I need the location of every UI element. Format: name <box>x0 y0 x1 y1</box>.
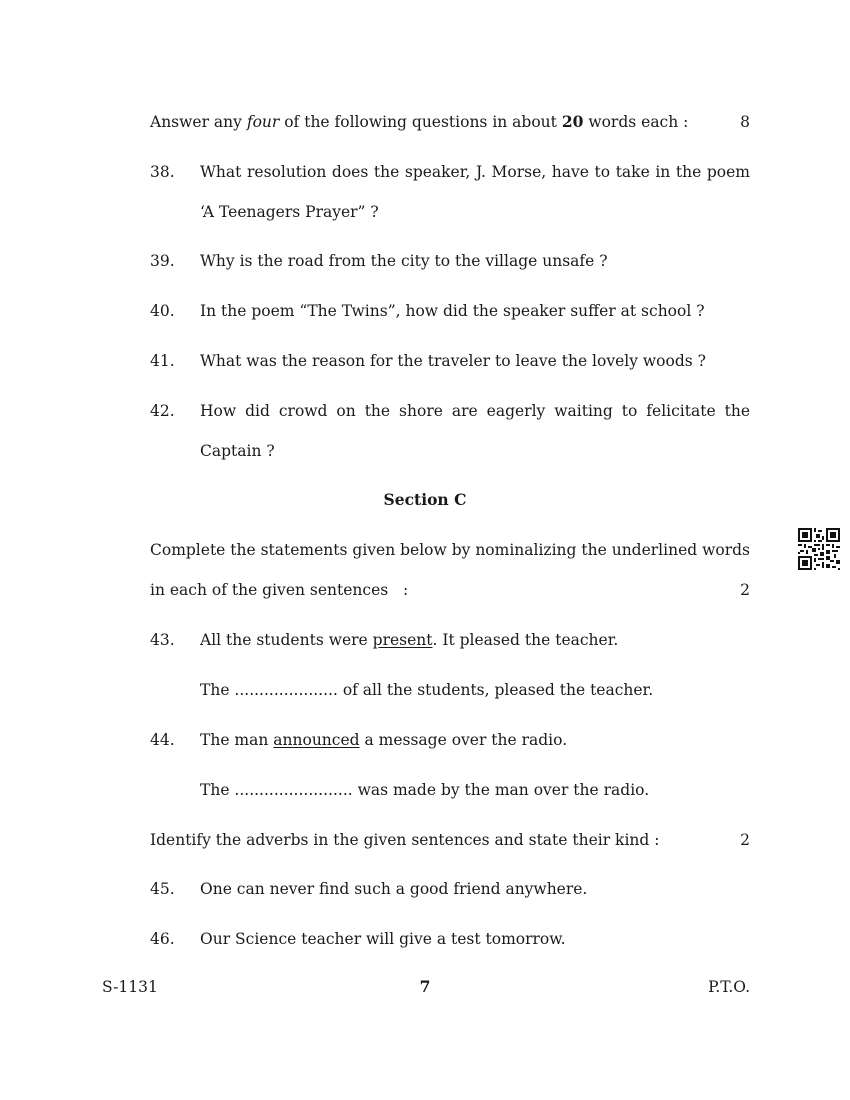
adverb-instruction: Identify the adverbs in the given sentences and state their kind : <box>150 831 660 849</box>
underlined-word: announced <box>273 731 360 749</box>
nominalization-marks: 2 <box>740 581 750 599</box>
question-number: 42. <box>150 402 175 420</box>
answer-blank-sentence: The ..................... of all the students, pleased the teacher. <box>200 681 654 699</box>
question-text: What was the reason for the traveler to leave the lovely woods ? <box>200 352 706 370</box>
question-number: 39. <box>150 252 175 270</box>
nominalization-instruction: Complete the statements given below by nominalizing the underlined words <box>150 541 750 559</box>
question-number: 41. <box>150 352 175 370</box>
question-text-continued: ‘A Teenagers Prayer” ? <box>200 203 379 221</box>
section-b-instruction: Answer any four of the following questions in about 20 words each : <box>150 112 689 131</box>
question-text: How did crowd on the shore are eagerly waiting to felicitate the <box>200 402 750 420</box>
question-text: All the students were present. It pleased the teacher. <box>200 631 619 649</box>
section-c-heading: Section C <box>383 490 467 509</box>
question-number: 43. <box>150 631 175 649</box>
question-text: The man announced a message over the radio. <box>200 731 568 749</box>
question-number: 46. <box>150 930 175 948</box>
qr-code-icon <box>798 528 840 570</box>
question-text: Our Science teacher will give a test tomorrow. <box>200 930 566 948</box>
answer-blank-sentence: The ........................ was made by the man over the radio. <box>200 781 650 799</box>
page-number: 7 <box>419 977 431 996</box>
question-number: 38. <box>150 163 175 181</box>
question-text: Why is the road from the city to the village unsafe ? <box>200 252 608 270</box>
nominalization-instruction-continued: in each of the given sentences : <box>150 581 409 599</box>
underlined-word: present <box>372 631 433 649</box>
section-b-marks: 8 <box>740 113 750 131</box>
question-number: 40. <box>150 302 175 320</box>
adverb-marks: 2 <box>740 831 750 849</box>
please-turn-over: P.T.O. <box>708 978 750 996</box>
question-number: 44. <box>150 731 175 749</box>
question-number: 45. <box>150 880 175 898</box>
question-text: One can never find such a good friend anywhere. <box>200 880 588 898</box>
paper-code: S-1131 <box>102 978 158 996</box>
question-text-continued: Captain ? <box>200 442 275 460</box>
question-text: In the poem “The Twins”, how did the speaker suffer at school ? <box>200 302 705 320</box>
question-text: What resolution does the speaker, J. Morse, have to take in the poem <box>200 163 750 181</box>
